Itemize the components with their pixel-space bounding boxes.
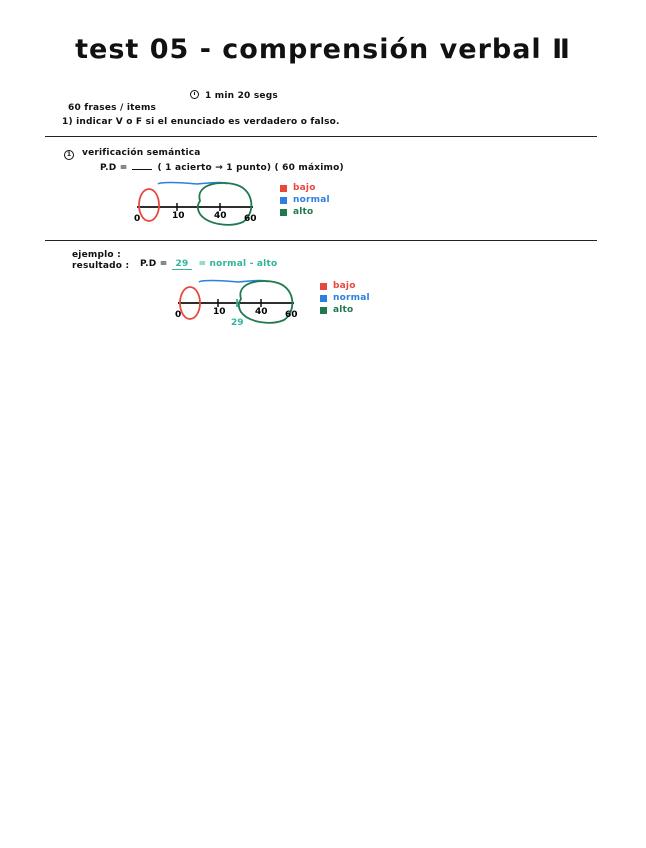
- tick-10: 10: [172, 211, 185, 221]
- example-pd-value: 29: [172, 259, 193, 270]
- clock-icon: [190, 90, 199, 99]
- section-heading-text: verificación semántica: [82, 148, 201, 158]
- legend: [280, 182, 330, 218]
- pd-label: P.D =: [100, 163, 128, 173]
- legend-item-normal: normal: [320, 292, 370, 304]
- low-swatch: [320, 283, 327, 290]
- divider: [45, 136, 597, 137]
- tick-60: 60: [285, 310, 298, 320]
- legend-item-high: alto: [280, 206, 330, 218]
- tick-0: 0: [175, 310, 182, 320]
- high-swatch: [320, 307, 327, 314]
- example-pd-label: P.D =: [140, 259, 168, 269]
- high-swatch: [280, 209, 287, 216]
- section-number: 1: [64, 150, 74, 160]
- page-title: test 05 - comprensión verbal Ⅱ: [75, 34, 571, 65]
- tick-40: 40: [255, 307, 268, 317]
- tick-60: 60: [244, 214, 257, 224]
- pd-blank: [132, 169, 152, 170]
- tick-10: 10: [213, 307, 226, 317]
- instruction: 1) indicar V o F si el enunciado es verdadero o falso.: [62, 117, 340, 127]
- time-text: 1 min 20 segs: [205, 91, 278, 101]
- tick-40: 40: [214, 211, 227, 221]
- normal-swatch: [320, 295, 327, 302]
- example-pd-line: [140, 259, 277, 269]
- example-result: = normal - alto: [198, 259, 278, 269]
- example-legend: [320, 280, 370, 316]
- example-label: ejemplo : resultado :: [72, 250, 130, 271]
- marker-label: 29: [231, 318, 244, 328]
- low-swatch: [280, 185, 287, 192]
- scoring-text: ( 1 acierto → 1 punto) ( 60 máximo): [157, 163, 344, 173]
- legend-item-low: bajo: [320, 280, 370, 292]
- example-score-scale: [166, 274, 316, 334]
- pd-line: [100, 163, 344, 173]
- normal-swatch: [280, 197, 287, 204]
- time-limit: [190, 90, 278, 101]
- low-range-circle: [139, 189, 159, 221]
- legend-item-high: alto: [320, 304, 370, 316]
- items-count: 60 frases / items: [68, 103, 157, 113]
- score-scale: [125, 176, 275, 228]
- legend-item-normal: normal: [280, 194, 330, 206]
- divider: [45, 240, 597, 241]
- legend-item-low: bajo: [280, 182, 330, 194]
- tick-0: 0: [134, 214, 141, 224]
- section-heading: [64, 148, 201, 160]
